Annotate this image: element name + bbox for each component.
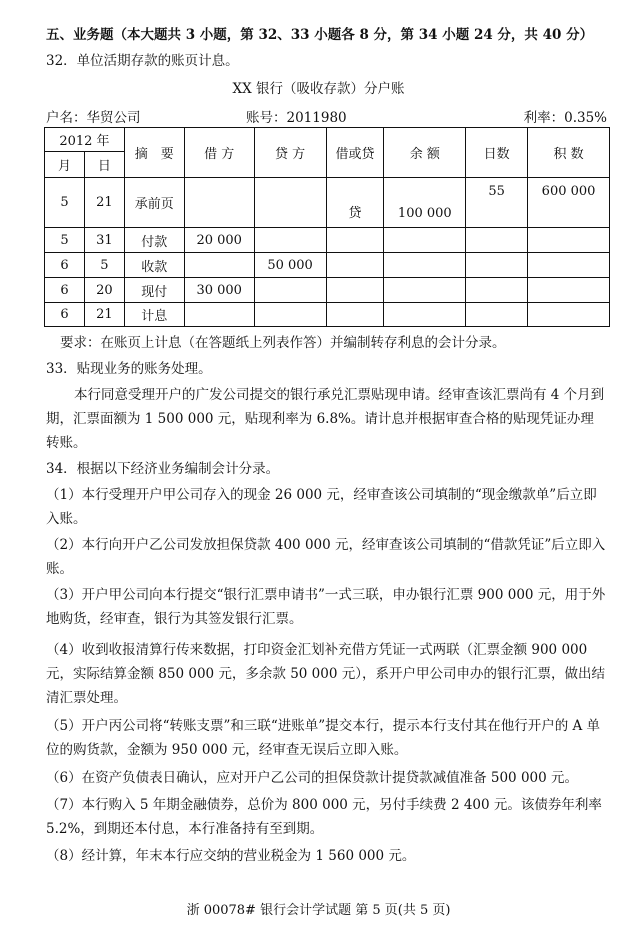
cell-credit: [254, 278, 326, 303]
table-row: [45, 303, 610, 327]
header-product: 积 数: [528, 128, 610, 178]
q34-item-7: （7）本行购入 5 年期金融债券，总价为 800 000 元，另付手续费 2 400 元。该债券年利率 5.2%，到期还本付息，本行准备持有至到期。: [46, 797, 602, 837]
cell-day: 20: [84, 278, 124, 303]
cell-credit: [254, 228, 326, 253]
cell-balance: [384, 253, 466, 278]
cell-dc: [326, 253, 384, 278]
cell-summary: 收款: [124, 253, 184, 278]
cell-day: 21: [84, 178, 124, 228]
account-number: 账号：2011980: [246, 110, 347, 126]
cell-month: 6: [45, 253, 85, 278]
header-debit: 借 方: [184, 128, 254, 178]
table-row: [45, 178, 610, 228]
cell-debit: 30 000: [184, 278, 254, 303]
account-name: 户名：华贸公司: [46, 110, 141, 126]
q34-item-4: （4）收到收报清算行传来数据，打印资金汇划补充借方凭证一式两联（汇票金额 900 000 元，实际结算金额 850 000 元，多余款 50 000 元），系开户甲公司申办的银行汇票，做出结清汇票处理。: [46, 642, 605, 706]
cell-product: [528, 278, 610, 303]
q34-item-5: （5）开户丙公司将“转账支票”和三联“进账单”提交本行，提示本行支付其在他行开户的 A 单位的购货款，金额为 950 000 元，经审查无误后立即入账。: [46, 718, 601, 758]
cell-debit: [184, 178, 254, 228]
header-summary: 摘 要: [124, 128, 184, 178]
cell-dc: [326, 303, 384, 327]
q34-item-3: （3）开户甲公司向本行提交“银行汇票申请书”一式三联，申办银行汇票 900 000 元，用于外地购货，经审查，银行为其签发银行汇票。: [46, 587, 606, 627]
header-day: 日: [84, 152, 124, 178]
cell-month: 6: [45, 278, 85, 303]
q32-requirement: 要求：在账页上计息（在答题纸上列表作答）并编制转存利息的会计分录。: [60, 335, 506, 351]
page-footer: 浙 00078# 银行会计学试题 第 5 页(共 5 页): [186, 903, 451, 918]
question-32-title: 32．单位活期存款的账页计息。: [46, 53, 239, 69]
cell-summary: 付款: [124, 228, 184, 253]
header-year: 2012 年: [45, 128, 125, 152]
cell-month: 5: [45, 228, 85, 253]
cell-day: 5: [84, 253, 124, 278]
cell-month: 5: [45, 178, 85, 228]
interest-rate: 利率：0.35%: [523, 110, 607, 126]
cell-balance: [384, 278, 466, 303]
q34-item-8: （8）经计算，年末本行应交纳的营业税金为 1 560 000 元。: [46, 848, 416, 864]
cell-days: 55: [466, 178, 528, 228]
cell-summary: 承前页: [124, 178, 184, 228]
q34-item-1: （1）本行受理开户甲公司存入的现金 26 000 元，经审查该公司填制的“现金缴款单”后立即入账。: [46, 487, 597, 527]
cell-dc: 贷: [326, 178, 384, 228]
ledger-title: XX 银行（吸收存款）分户账: [232, 81, 405, 97]
cell-product: [528, 228, 610, 253]
q34-item-2: （2）本行向开户乙公司发放担保贷款 400 000 元，经审查该公司填制的“借款凭证”后立即入账。: [46, 537, 606, 577]
cell-product: [528, 253, 610, 278]
header-month: 月: [45, 152, 85, 178]
table-row: [45, 278, 610, 303]
cell-debit: [184, 253, 254, 278]
cell-product: 600 000: [528, 178, 610, 228]
question-34-title: 34．根据以下经济业务编制会计分录。: [46, 461, 280, 477]
cell-balance: 100 000: [384, 178, 466, 228]
cell-credit: [254, 303, 326, 327]
cell-product: [528, 303, 610, 327]
cell-debit: [184, 303, 254, 327]
cell-summary: 计息: [124, 303, 184, 327]
cell-summary: 现付: [124, 278, 184, 303]
header-days: 日数: [466, 128, 528, 178]
table-row: [45, 253, 610, 278]
question-33-body: 本行同意受理开户的广发公司提交的银行承兑汇票贴现申请。经审查该汇票尚有 4 个月到期，汇票面额为 1 500 000 元，贴现利率为 6.8%。请计息并根据审查合格的贴现凭证办理转账。: [46, 387, 605, 451]
cell-balance: [384, 303, 466, 327]
header-balance: 余 额: [384, 128, 466, 178]
header-debit-or-credit: 借或贷: [326, 128, 384, 178]
cell-month: 6: [45, 303, 85, 327]
section-title: 五、业务题（本大题共 3 小题，第 32、33 小题各 8 分，第 34 小题 24 分，共 40 分）: [46, 27, 594, 43]
ledger-table: [44, 127, 610, 327]
cell-day: 31: [84, 228, 124, 253]
cell-days: [466, 228, 528, 253]
table-row: [45, 228, 610, 253]
header-credit: 贷 方: [254, 128, 326, 178]
ledger-info: [46, 106, 607, 124]
cell-credit: 50 000: [254, 253, 326, 278]
question-33-title: 33．贴现业务的账务处理。: [46, 361, 212, 377]
cell-debit: 20 000: [184, 228, 254, 253]
cell-balance: [384, 228, 466, 253]
cell-days: [466, 303, 528, 327]
q34-item-6: （6）在资产负债表日确认，应对开户乙公司的担保贷款计提贷款减值准备 500 000 元。: [46, 770, 578, 786]
cell-dc: [326, 278, 384, 303]
cell-credit: [254, 178, 326, 228]
cell-days: [466, 278, 528, 303]
cell-dc: [326, 228, 384, 253]
cell-day: 21: [84, 303, 124, 327]
cell-days: [466, 253, 528, 278]
